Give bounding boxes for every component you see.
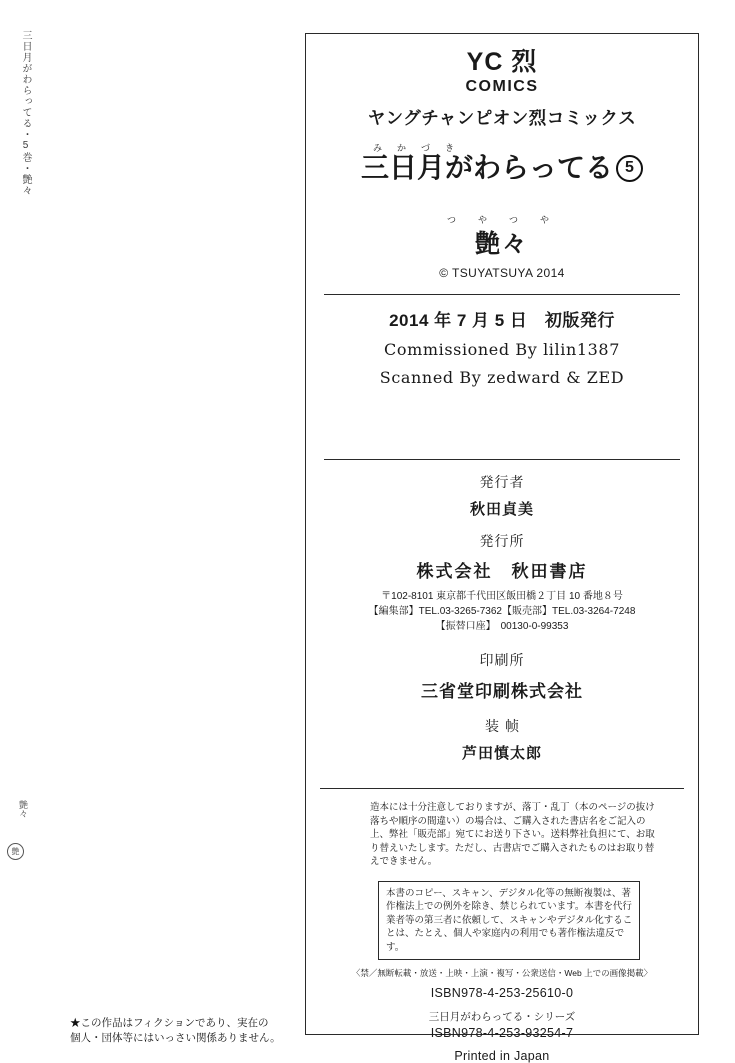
- fiction-disclaimer: [70, 1016, 290, 1046]
- publisher-address: [306, 589, 698, 634]
- author-block: [306, 213, 698, 280]
- printer-label: 印刷所: [479, 652, 525, 668]
- publisher-label: 発行者: [479, 474, 525, 490]
- book-title: 三日月がわらってる: [360, 152, 613, 183]
- legal-copy-warning: 本書のコピー、スキャン、デジタル化等の無断複製は、著作権法上での例外を除き、禁じられています。本書を代行業者等の第三者に依頼して、スキャンやデジタル化することは、たとえ、個人や家庭内の利用でも著作権法違反です。: [378, 881, 640, 961]
- printed-in: Printed in Japan: [454, 1049, 550, 1063]
- title-ruby: みかづき: [372, 143, 469, 153]
- printer-name: 三省堂印刷株式会社: [421, 682, 583, 701]
- isbn-series: ISBN978-4-253-93254-7: [430, 1026, 574, 1040]
- address-line-3: 【振替口座】 00130-0-99353: [435, 621, 569, 632]
- publishing-office-label: 発行所: [479, 533, 525, 549]
- legal-prohibition-note: 〈禁／無断転載・放送・上映・上演・複写・公衆送信・Web 上での画像掲載〉: [351, 968, 653, 978]
- volume-number: 5: [616, 155, 643, 182]
- spine-circle-mark: 艶: [7, 843, 24, 860]
- divider-top: [324, 294, 680, 295]
- imprint-main: YC 烈: [466, 48, 538, 76]
- divider-middle: [324, 459, 680, 460]
- isbn-main: ISBN978-4-253-25610-0: [430, 986, 574, 1000]
- publishing-office-name: 株式会社 秋田書店: [416, 562, 588, 581]
- legal-section: [320, 788, 684, 1063]
- address-line-1: 〒102-8101 東京都千代田区飯田橋２丁目 10 番地８号: [381, 591, 623, 602]
- copyright-line: © TSUYATSUYA 2014: [439, 266, 565, 280]
- scanned-by: Scanned By zedward & ZED: [379, 368, 625, 387]
- series-name: ヤングチャンピオン烈コミックス: [367, 108, 637, 128]
- commissioned-by: Commissioned By lilin1387: [384, 340, 620, 359]
- imprint-sub: COMICS: [465, 78, 539, 95]
- author-ruby: つやつや: [446, 215, 571, 225]
- imprint-block: [306, 34, 698, 130]
- author-name: 艶々: [474, 230, 529, 258]
- publisher-name: 秋田貞美: [469, 501, 534, 518]
- spine-vertical-text: 三日月がわらってる・5巻・艶々: [20, 30, 31, 196]
- star-icon: ★: [70, 1017, 81, 1029]
- design-name: 芦田慎太郎: [461, 745, 542, 762]
- fiction-disclaimer-line1: この作品はフィクションであり、実在の: [80, 1017, 269, 1029]
- publication-date: 2014 年 7 月 5 日 初版発行: [389, 311, 615, 330]
- title-block: [361, 141, 643, 185]
- design-label: 装帧: [485, 718, 525, 734]
- spine-logo-text: 艶々: [18, 800, 28, 818]
- colophon-panel: [305, 33, 699, 1063]
- fiction-disclaimer-line2: 個人・団体等にはいっさい関係ありません。: [70, 1032, 281, 1044]
- legal-paragraph: 造本には十分注意しておりますが、落丁・乱丁（本のページの抜け落ちや順序の間違い）の場合は、ご購入された書店名をご記入の上、弊社「販売部」宛てにお送り下さい。送料弊社負担にて、お取り替えいたします。ただし、古書店でご購入されたものはお取り替えできません。: [370, 802, 655, 867]
- address-line-2: 【編集部】TEL.03-3265-7362【販売部】TEL.03-3264-7248: [368, 606, 636, 617]
- series-subtitle: 三日月がわらってる・シリーズ: [428, 1011, 576, 1023]
- book-title-row: [361, 151, 643, 185]
